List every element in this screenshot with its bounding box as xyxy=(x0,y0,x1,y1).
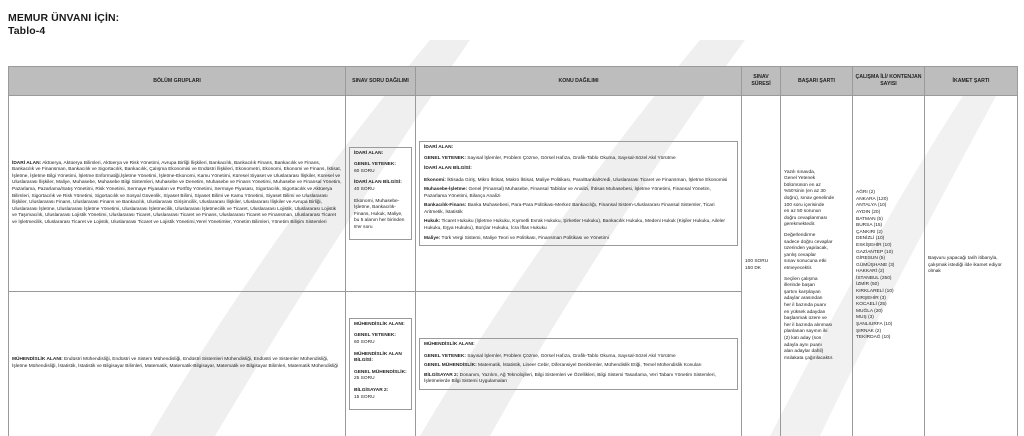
basari-line: şartını karşılayan xyxy=(784,289,821,295)
muh-soru-box xyxy=(349,318,412,410)
il-kontenjan-item: BURSA (15) xyxy=(856,223,883,229)
basari-line: üzerinden yapılacak, xyxy=(784,246,828,252)
sure-dk: 150 DK xyxy=(745,266,761,271)
header-sinav-soru: SINAV SORU DAĞILIMI xyxy=(346,67,416,96)
muh-konu-muh-label: GENEL MÜHENDİSLİK: xyxy=(424,363,477,369)
idari-soru-genel-val: 60 SORU xyxy=(354,168,375,174)
title-line-1: MEMUR ÜNVANI İÇİN: xyxy=(8,12,120,24)
basari-line: planlanan sayının iki xyxy=(784,329,828,335)
idari-konu-maliye-text: Türk Vergi Sistemi, Maliye Teori ve Politikası, Finansman Politikası ve Yönetimi xyxy=(440,235,609,241)
basari-line: mülakata çağırılacaktır. xyxy=(784,355,834,361)
idari-konu-alan: İDARİ ALAN: xyxy=(424,144,454,150)
idari-soru-genel-label: GENEL YETENEK: xyxy=(354,162,396,168)
basari-cell xyxy=(781,96,853,436)
idari-konu-banka-text: Banka Muhasebesi, Para-Para Politikası-Merkez Bankacılığı, Finansal Sistem-Uluslararası Finansal Sistemler, Ticari Aritmetik, İstatistik xyxy=(424,203,715,215)
idari-konu-box xyxy=(419,141,738,247)
il-kontenjan-item: HAKKARİ (2) xyxy=(856,269,885,275)
header-konu-dagilimi: KONU DAĞILIMI xyxy=(416,67,742,96)
muh-soru-alan: MÜHENDİSLİK ALANI: xyxy=(354,321,405,327)
basari-line: gerekmektedir. xyxy=(784,222,816,228)
basari-line: en az 50 sorunun xyxy=(784,209,822,215)
basari-line: her il bazında alınması xyxy=(784,322,833,328)
muh-soru-genel-label: GENEL YETENEK: xyxy=(354,333,396,339)
idari-konu-hukuk-text: Ticaret Hukuku (İşletme Hukuku, Kıymetli Evrak Hukuku, Şirketler Hukuku), Bankacılık Hukuku, Medeni Hukuk (Kişiler Hukuku, Aileler Hukuku, Eşya Hukuku), Borçlar Hukuku, İcra İflas Hukuku xyxy=(424,219,725,232)
header-row xyxy=(9,67,1018,96)
header-calisma-ili: ÇALIŞMA İLİ/ KONTENJAN SAYISI xyxy=(853,67,925,96)
muh-soru-cell xyxy=(346,292,416,436)
il-kontenjan-item: DENİZLİ (10) xyxy=(856,236,885,242)
basari-list xyxy=(784,170,849,363)
il-kontenjan-item: İSTANBUL (250) xyxy=(856,275,892,281)
il-kontenjan-item: GİRESUN (5) xyxy=(856,256,886,262)
muh-konu-cell xyxy=(416,292,742,436)
header-basari-sarti: BAŞARI ŞARTI xyxy=(781,67,853,96)
idari-soru-cell xyxy=(346,96,416,292)
muh-konu-bilg xyxy=(424,373,733,386)
basari-line: Seçilen çalışma xyxy=(784,276,818,282)
basari-line: her il bazında puanı xyxy=(784,302,827,308)
idari-konu-ekonomi-label: Ekonomi: xyxy=(424,177,446,183)
muh-konu-bilg-text: Donanım, Yazılım, Ağ Teknolojileri, Bilgi Sistemleri ve Özellikleri, Bilgi Sistemi Tasarlama, Veri Tabanı Yönetim Sistemleri, İşletmelerde Bilgi Sistemi Uygulamaları xyxy=(424,372,716,385)
idari-konu-genel xyxy=(424,156,733,163)
basari-line: (2) katı aday (son xyxy=(784,335,822,341)
il-kontenjan-item: KIRŞEHİR (3) xyxy=(856,295,886,301)
ikamet-text: Başvuru yapacağı tarih itibarıyla, çalışmak istediği ilde ikamet ediyor olmak xyxy=(928,256,1002,275)
il-kontenjan-item: AYDIN (20) xyxy=(856,209,881,215)
idari-konu-alanbilgisi: İDARİ ALAN BİLGİSİ: xyxy=(424,165,472,171)
basari-line: bölümünün en az xyxy=(784,182,821,188)
idari-konu-genel-text: Sayısal İşlemler, Problem Çözme, Görsel Hafıza, Grafik-Tablo Okuma, Sayısal-Sözel Akıl Yürütme xyxy=(465,156,676,162)
muh-konu-genel-text: Sayısal İşlemler, Problem Çözme, Görsel Hafıza, Grafik-Tablo Okuma, Sayısal-Sözel Akıl Yürütme xyxy=(465,353,676,359)
idari-konu-genel-label: GENEL YETENEK: xyxy=(424,156,466,162)
idari-konu-muhasebe xyxy=(424,187,733,200)
il-kontenjan-item: ANKARA (120) xyxy=(856,196,888,202)
basari-line: illerinde başarı xyxy=(784,283,816,289)
muh-soru-genel-val: 60 SORU xyxy=(354,340,375,346)
il-kontenjan-item: KIRKLARELİ (10) xyxy=(856,289,894,295)
muh-konu-muh-text: Matematik, İstatistik, Lineer Cebir, Diferansiyel Denklemler, Mühendislik Etiği, Temel Mühendislik Konuları xyxy=(476,363,702,369)
idari-konu-banka-label: Bankacılık-Finans: xyxy=(424,203,467,209)
muh-bolum-text: Endüstri Mühendisliği, Endüstri ve Sistem Mühendisliği, Endüstri Sistemleri Mühendisliği, Endüstri ve Sistemler Mühendisliği, İşletme Mühendisliği, İstatistik, İstatistik ve Bilgisayar Bilimleri, Matematik, Matematik-Bilgisayar, Matematik ve Bilgisayar Bilimleri, Matematik Mühendisliği xyxy=(12,357,339,369)
il-kontenjan-item: AĞRI (2) xyxy=(856,190,875,196)
il-kontenjan-item: İZMİR (50) xyxy=(856,282,879,288)
title-line-2: Tablo-4 xyxy=(8,25,46,37)
muh-bolum-cell xyxy=(9,292,346,436)
idari-konu-ekonomi-text: İktisada Giriş, Mikro İktisat, Makro İktisat, Maliye Politikası, Para/Banka/Kredi, Uluslararası Ticaret ve Finansman, İşletme Ekonomisi xyxy=(445,177,728,183)
sure-soru: 100 SORU xyxy=(745,259,769,265)
header-bolum-gruplari: BÖLÜM GRUPLARI xyxy=(9,67,346,96)
basari-line: yanlış cevaplar xyxy=(784,252,816,258)
il-kontenjan-item: TEKİRDAĞ (10) xyxy=(856,335,891,341)
muh-soru-alanbilgisi-label: MÜHENDİSLİK ALAN BİLGİSİ: xyxy=(354,351,402,364)
muh-konu-genel-label: GENEL YETENEK: xyxy=(424,353,466,359)
il-kontenjan-item: ŞANLIURFA (10) xyxy=(856,322,893,328)
idari-konu-banka xyxy=(424,203,733,216)
basari-line: etmeyecektir. xyxy=(784,266,813,271)
row-idari xyxy=(9,96,1018,292)
muh-konu-muh xyxy=(424,363,733,370)
il-kontenjan-item: ŞIRNAK (2) xyxy=(856,328,882,334)
basari-line: alan adaylar dahil) xyxy=(784,349,824,355)
muh-konu-genel xyxy=(424,354,733,361)
muh-bolum-label: MÜHENDİSLİK ALANI: xyxy=(12,357,63,363)
basari-line: başlanmak üzere ve xyxy=(784,316,827,322)
basari-line: Yazılı sınavda, xyxy=(784,169,816,175)
idari-soru-box xyxy=(349,147,412,241)
basari-line: 100 soru içerisinde xyxy=(784,202,825,208)
exam-table xyxy=(8,66,1018,436)
il-kontenjan-item: MUŞ (3) xyxy=(856,315,874,321)
il-kontenjan-item: KOCAELİ (25) xyxy=(856,302,887,308)
il-kontenjan-item: BATMAN (5) xyxy=(856,216,883,222)
page-title xyxy=(8,12,119,38)
idari-konu-muhasebe-label: Muhasebe-İşletme: xyxy=(424,187,468,193)
idari-bolum-label: İDARİ ALAN: xyxy=(12,160,42,166)
idari-konu-maliye-label: Maliye: xyxy=(424,235,441,241)
il-kontenjan-item: GAZİANTEP (10) xyxy=(856,249,893,255)
muh-konu-bilg-label: BİLGİSAYAR 2: xyxy=(424,372,459,378)
muh-soru-genelmuh-label: GENEL MÜHENDİSLİK: xyxy=(354,369,407,375)
idari-soru-alan: İDARİ ALAN: xyxy=(354,150,384,156)
basari-line: Değerlendirme xyxy=(784,233,816,239)
basari-line: Genel Yetenek xyxy=(784,176,816,182)
idari-soru-alanbilgisi-val: 40 SORU xyxy=(354,186,375,192)
idari-konu-cell xyxy=(416,96,742,292)
idari-soru-note: Ekonomi, Muhasebe-İşletme, Bankacılık-Finans, Hukuk, Maliye, bu 5 alanın her birinden 8'er soru xyxy=(354,198,405,230)
il-kontenjan-item: MUĞLA (20) xyxy=(856,308,883,314)
idari-konu-ekonomi xyxy=(424,178,733,185)
iller-list xyxy=(856,190,921,342)
basari-line: doğru), sınav genelinde xyxy=(784,196,835,202)
idari-konu-maliye xyxy=(424,236,733,243)
basari-line: sadece doğru cevaplar xyxy=(784,239,833,245)
idari-konu-hukuk xyxy=(424,219,733,232)
basari-line: en yüksek adaydan xyxy=(784,309,826,315)
calisma-cell xyxy=(853,96,925,436)
muh-soru-bilgisayar-val: 15 SORU xyxy=(354,394,375,400)
basari-line: adaylar arasından xyxy=(784,296,823,302)
il-kontenjan-item: ÇANKIRI (2) xyxy=(856,229,883,235)
muh-soru-bilgisayar-label: BİLGİSAYAR 2: xyxy=(354,387,389,393)
basari-line: %50'sinin (en az 30 xyxy=(784,189,826,195)
il-kontenjan-item: ANTALYA (10) xyxy=(856,203,887,209)
basari-line: adayla aynı puanı xyxy=(784,342,822,348)
idari-bolum-text: Aktüerya, Aktüerya Bilimleri, Aktüerya ve Risk Yönetimi, Avrupa Birliği İlişkileri, Bankacılık, Bankacılık Finans, Bankacılık ve Finans, Bankacılık ve Finansman, Bankacılık ve Sigortacılık, Bankacılık, Çalışma Ekonomisi ve Endüstri İlişkileri, Ekonometri, Ekonomi, Ekonomi ve Finans, İktisat, İşletme, İşletme Bilgi Yönetimi, İşletme Enformatiği,İşletme Yönetimi, İşletme-Ekonomi, Kamu Yönetimi, Küresel Siyaset ve Uluslararası İlişkiler, Küresel ve Uluslararası İlişkiler, Maliye, Muhasebe, Muhasebe Bilgi Sistemleri, Muhasebe ve Denetim, Muhasebe ve Finans Yönetimi, Muhasebe ve Finansal Yönetim, Pazarlama, Pazarlama/Satış Yönetimi, Risk Yönetimi, Sermaye Piyasaları ve Portföy Yönetimi, Sermaye Piyasası, Sigortacılık, Sigortacılık ve Aktüerya Bilimleri, Sigortacılık ve Risk Yönetimi, Sigortacılık ve Sosyal Güvenlik, Siyaset Bilimi, Siyaset Bilimi ve Kamu Yönetimi, Siyaset Bilimi ve Uluslararası İlişkiler, Uluslararası Finans, Uluslararası Finans ve Bankacılık, Uluslararası Girişimcilik, Uluslararası İlişkiler, Uluslararası İlişkiler ve Avrupa Birliği, Uluslararası İşletme, Uluslararası İşletme Yönetimi, Uluslararası İşletmecilik, Uluslararası İşletmecilik ve Ticaret, Uluslararası Lojistik, Uluslararası Lojistik ve Taşımacılık, Uluslararası Lojistik Yönetimi, Uluslararası Ticaret, Uluslararası Ticaret ve Finans, Uluslararası Ticaret ve Finansman, Uluslararası Ticaret ve İşletmecilik, Uluslararası Ticaret ve Lojistik, Uluslararası Ticaret ve Lojistik Yönetimi,Yerel Yönetimler, Yönetim Bilimleri, Yönetim Bilişim Sistemleri xyxy=(12,160,342,225)
idari-bolum-cell xyxy=(9,96,346,292)
il-kontenjan-item: ESKİŞEHİR (10) xyxy=(856,242,892,248)
header-sinav-suresi: SINAV SÜRESİ xyxy=(742,67,781,96)
header-ikamet-sarti: İKAMET ŞARTI xyxy=(925,67,1018,96)
basari-line: sınav sonucuna etki xyxy=(784,259,827,265)
ikamet-cell xyxy=(925,96,1018,436)
sure-cell xyxy=(742,96,781,436)
idari-soru-alanbilgisi-label: İDARİ ALAN BİLGİSİ: xyxy=(354,180,402,186)
idari-konu-hukuk-label: Hukuk: xyxy=(424,219,441,225)
muh-konu-box xyxy=(419,338,738,390)
basari-line: doğru cevaplanması xyxy=(784,215,828,221)
muh-konu-alan: MÜHENDİSLİK ALANI: xyxy=(424,342,475,348)
il-kontenjan-item: GÜMÜŞHANE (3) xyxy=(856,262,895,268)
muh-soru-genelmuh-val: 25 SORU xyxy=(354,376,375,382)
idari-konu-muhasebe-text: Genel (Finansal) Muhasebe, Finansal Tablolar ve Analizi, İhtisas Muhasebesi, İşletme Yönetimi, Finansal Yönetim, Pazarlama Yönetimi, Bilanço Analizi xyxy=(424,187,711,199)
